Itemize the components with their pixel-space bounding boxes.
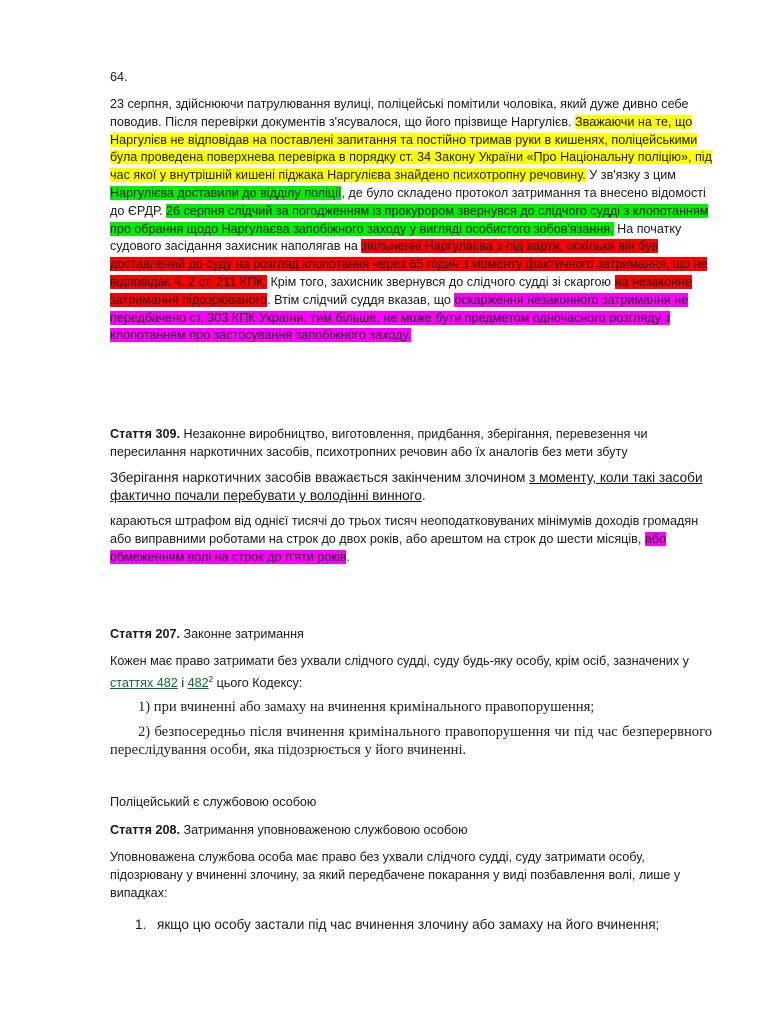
paragraph-text: цього Кодексу: [213,675,303,690]
case-text: . Втім слідчий суддя вказав, що [267,292,455,307]
article-309-penalty [110,513,710,566]
article-208-paragraph: Уповноважена службова особа має право без ухвали слідчого судді, суду затримати особу, підозрювану у вчиненні злочину, за який передбачене покарання у виді позбавлення волі, лише у випадках: [110,850,681,900]
penalty-text: . [346,549,350,564]
article-text: Законне затримання [179,627,304,641]
note-text: Зберігання наркотичних засобів вважається закінченим злочином [110,470,530,485]
article-text: Затримання уповноваженою службовою особою [179,823,468,837]
article-208-item-1 [135,916,710,934]
case-text: Крім того, захисник звернувся до слідчого судді зі скаргою [266,274,615,289]
case-paragraph [110,96,715,345]
article-208-heading [110,822,710,840]
case-text: На початку судового засідання захисник наполягав на [110,221,682,254]
police-note: Поліцейський є службовою особою [110,795,317,809]
paragraph-text: і [177,675,188,690]
list-item-text: якщо цю особу застали під час вчинення злочину або замаху на його вчинення; [157,917,660,932]
article-title: Стаття 207. [110,627,180,641]
case-text: , де було складено протокол затримання та внесено відомості до ЄРДР. [110,185,706,218]
article-207-paragraph [110,653,710,693]
article-309-note [110,469,710,505]
highlight-red: на незаконне затримання підозрюваного [110,274,692,307]
highlight-yellow: Зважаючи на те, що Наргулієв не відповідав на поставлені запитання та постійно тримав руки в кишенях, поліцейськими була проведена поверхнева перевірка в порядку ст. 34 Закону України «Про Національну поліцію», під час якої у внутрішній кишені піджака Наргулієва знайдено психотропну речовину. [110,114,712,183]
note-text: . [421,487,426,503]
highlight-green: Наргулієва доставили до відділу поліції [110,185,342,200]
link-article-482-2[interactable]: 482 [187,675,209,690]
article-text: Незаконне виробництво, виготовлення, придбання, зберігання, перевезення чи пересилання наркотичних засобів, психотропних речовин або їх аналогів без мети збуту [110,427,648,459]
article-309-heading [110,426,710,462]
article-title: Стаття 208. [110,823,180,837]
case-text: У зв'язку з цим [585,168,676,183]
task-number: 64. [110,70,128,84]
highlight-magenta: або обмеженням волі на строк до п'яти років [110,531,667,564]
note-underlined: з моменту, коли такі засоби фактично почали перебувати у володінні винного [110,470,703,503]
article-title: Стаття 309. [110,427,180,441]
highlight-red: звільненні Наргулаєва з-під варти, оскільки він був доставлений до суду на розгляд клопотання через 65 годин з моменту фактичного затримання, що не відповідає ч. 2 ст. 211 КПК. [110,239,708,289]
article-207-item-2: 2) безпосередньо після вчинення кримінального правопорушення чи під час безперервного переслідування особи, яка підозрюється у його вчиненні. [110,724,712,758]
link-article-482[interactable]: статтях 482 [110,675,178,690]
highlight-magenta: оскарження незаконного затримання не передбачено ст. 303 КПК України, тим більше, не може бути предметом одночасного розгляду з клопотанням про застосування запобіжного заходу. [110,292,689,343]
highlight-green: 26 серпня слідчий за погодженням із прокурором звернувся до слідчого судді з клопотанням про обрання щодо Наргулаєва запобіжного заходу у вигляді особистого зобов'язання. [110,203,709,236]
article-207-item-1: 1) при вчиненні або замаху на вчинення кримінального правопорушення; [138,699,595,715]
list-number: 1. [135,917,147,932]
paragraph-text: Кожен має право затримати без ухвали слідчого судді, суду будь-яку особу, крім осіб, зазначених у [110,654,689,668]
superscript: 2 [208,674,214,684]
article-207-heading [110,626,710,644]
penalty-text: караються штрафом від однієї тисячі до трьох тисяч неоподатковуваних мінімумів доходів громадян або виправними роботами на строк до двох років, або арештом на строк до шести місяців, [110,514,699,546]
case-text: 23 серпня, здійснюючи патрулювання вулиці, поліцейські помітили чоловіка, який дуже дивно себе поводив. Після перевірки документів з'ясувалося, що його прізвище Наргулієв. [110,97,689,129]
